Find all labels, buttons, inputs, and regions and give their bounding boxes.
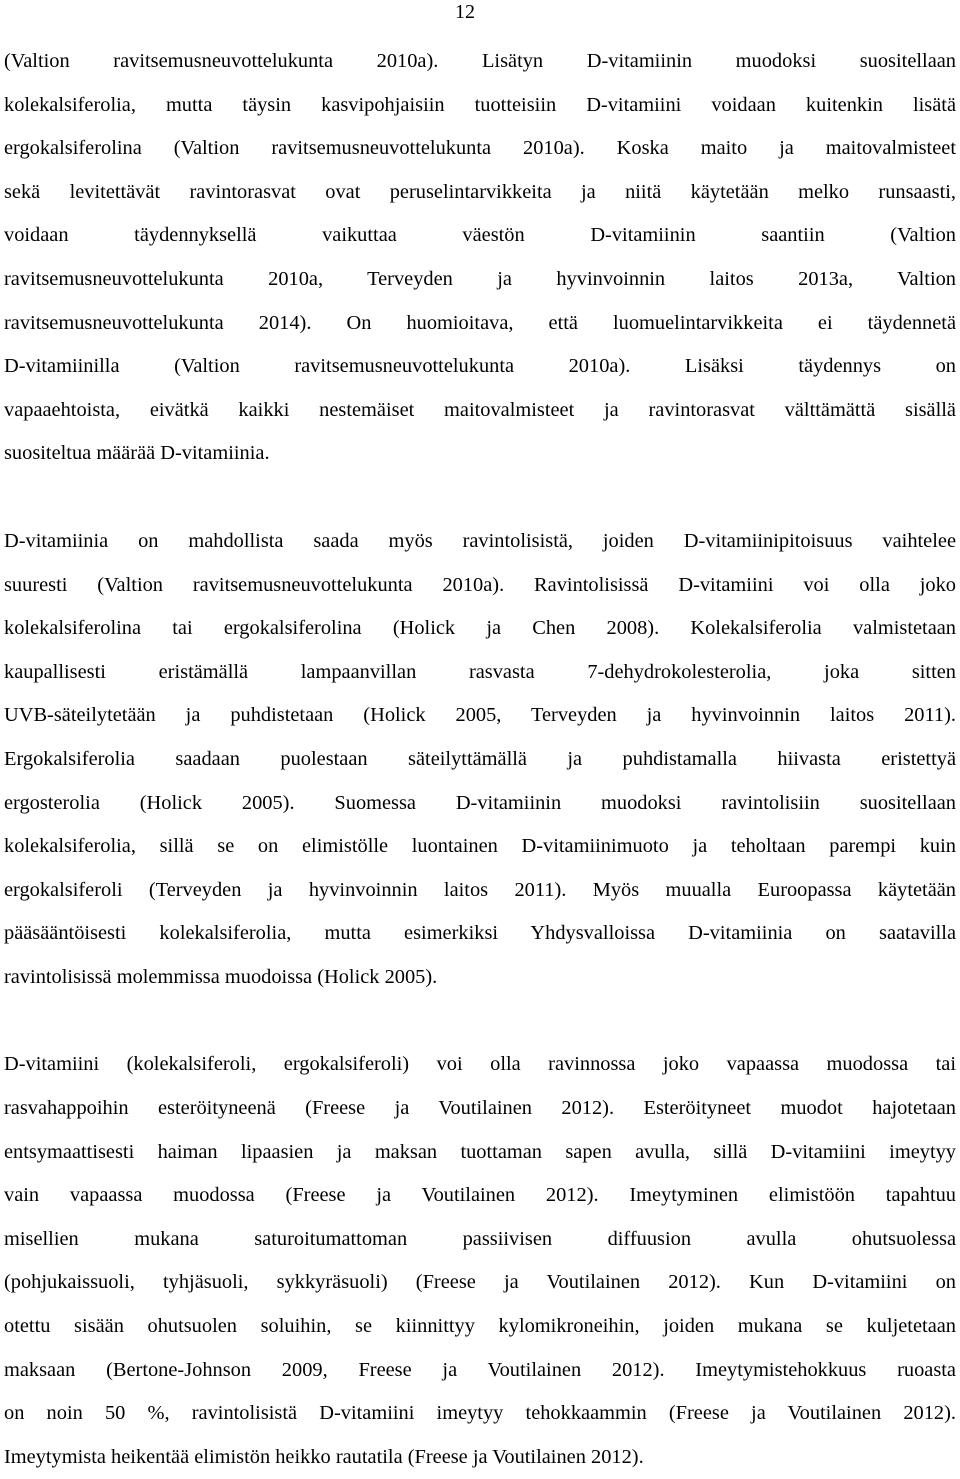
text-line: voidaan täydennyksellä vaikuttaa väestön D-vitamiinin saantiin (Valtion [4, 224, 956, 247]
text-line: ergosterolia (Holick 2005). Suomessa D-vitamiinin muodoksi ravintolisiin suositellaan [4, 791, 956, 814]
text-line: sekä levitettävät ravintorasvat ovat peruselintarvikkeita ja niitä käytetään melko runsaasti, [4, 180, 956, 203]
page-number: 12 [455, 1, 475, 23]
text-line: UVB-säteilytetään ja puhdistetaan (Holick 2005, Terveyden ja hyvinvoinnin laitos 2011). [4, 704, 956, 727]
text-line: suuresti (Valtion ravitsemusneuvottelukunta 2010a). Ravintolisissä D-vitamiini voi olla joko [4, 573, 956, 596]
text-line: kolekalsiferolia, mutta täysin kasvipohjaisiin tuotteisiin D-vitamiini voidaan kuitenkin lisätä [4, 93, 956, 116]
text-line: ergokalsiferolina (Valtion ravitsemusneuvottelukunta 2010a). Koska maito ja maitovalmisteet [4, 137, 956, 160]
text-line: vapaaehtoista, eivätkä kaikki nestemäiset maitovalmisteet ja ravintorasvat välttämättä sisällä [4, 398, 956, 421]
text-line: pääsääntöisesti kolekalsiferolia, mutta esimerkiksi Yhdysvalloissa D-vitamiinia on saatavilla [4, 922, 956, 945]
text-line: rasvahappoihin esteröityneenä (Freese ja Voutilainen 2012). Esteröityneet muodot hajotetaan [4, 1097, 956, 1120]
paragraph-spacer [4, 476, 956, 520]
text-line: ravintolisissä molemmissa muodoissa (Holick 2005). [4, 965, 438, 988]
text-line: Imeytymista heikentää elimistön heikko rautatila (Freese ja Voutilainen 2012). [4, 1445, 644, 1468]
paragraph-3 [4, 1043, 956, 1479]
text-line: kolekalsiferolina tai ergokalsiferolina (Holick ja Chen 2008). Kolekalsiferolia valmistetaan [4, 617, 956, 640]
text-line: entsymaattisesti haiman lipaasien ja maksan tuottaman sapen avulla, sillä D-vitamiini imeytyy [4, 1140, 956, 1163]
text-line: otettu sisään ohutsuolen soluihin, se kiinnittyy kylomikroneihin, joiden mukana se kuljetetaan [4, 1315, 956, 1338]
text-line: ergokalsiferoli (Terveyden ja hyvinvoinnin laitos 2011). Myös muualla Euroopassa käytetään [4, 878, 956, 901]
paragraph-1 [4, 40, 956, 476]
paragraph-spacer [4, 999, 956, 1043]
text-line: D-vitamiinilla (Valtion ravitsemusneuvottelukunta 2010a). Lisäksi täydennys on [4, 355, 956, 378]
document-body [4, 40, 956, 1479]
text-line: D-vitamiinia on mahdollista saada myös ravintolisistä, joiden D-vitamiinipitoisuus vaihtelee [4, 529, 956, 552]
text-line: ravitsemusneuvottelukunta 2010a, Terveyden ja hyvinvoinnin laitos 2013a, Valtion [4, 267, 956, 290]
paragraph-2 [4, 520, 956, 1000]
text-line: suositeltua määrää D-vitamiinia. [4, 442, 270, 465]
text-line: misellien mukana saturoitumattoman passiivisen diffuusion avulla ohutsuolessa [4, 1227, 956, 1250]
text-line: (Valtion ravitsemusneuvottelukunta 2010a). Lisätyn D-vitamiinin muodoksi suositellaan [4, 50, 956, 72]
text-line: Ergokalsiferolia saadaan puolestaan säteilyttämällä ja puhdistamalla hiivasta eristettyä [4, 747, 956, 770]
text-line: maksaan (Bertone-Johnson 2009, Freese ja Voutilainen 2012). Imeytymistehokkuus ruoasta [4, 1358, 956, 1381]
text-line: kaupallisesti eristämällä lampaanvillan rasvasta 7-dehydrokolesterolia, joka sitten [4, 660, 956, 683]
text-line: ravitsemusneuvottelukunta 2014). On huomioitava, että luomuelintarvikkeita ei täydennetä [4, 311, 956, 334]
text-line: on noin 50 %, ravintolisistä D-vitamiini imeytyy tehokkaammin (Freese ja Voutilainen 2012). [4, 1402, 956, 1425]
text-line: kolekalsiferolia, sillä se on elimistölle luontainen D-vitamiinimuoto ja teholtaan parempi kuin [4, 835, 956, 858]
text-line: (pohjukaissuoli, tyhjäsuoli, sykkyräsuoli) (Freese ja Voutilainen 2012). Kun D-vitamiini on [4, 1271, 956, 1294]
text-line: vain vapaassa muodossa (Freese ja Voutilainen 2012). Imeytyminen elimistöön tapahtuu [4, 1184, 956, 1207]
text-line: D-vitamiini (kolekalsiferoli, ergokalsiferoli) voi olla ravinnossa joko vapaassa muodossa tai [4, 1053, 956, 1076]
